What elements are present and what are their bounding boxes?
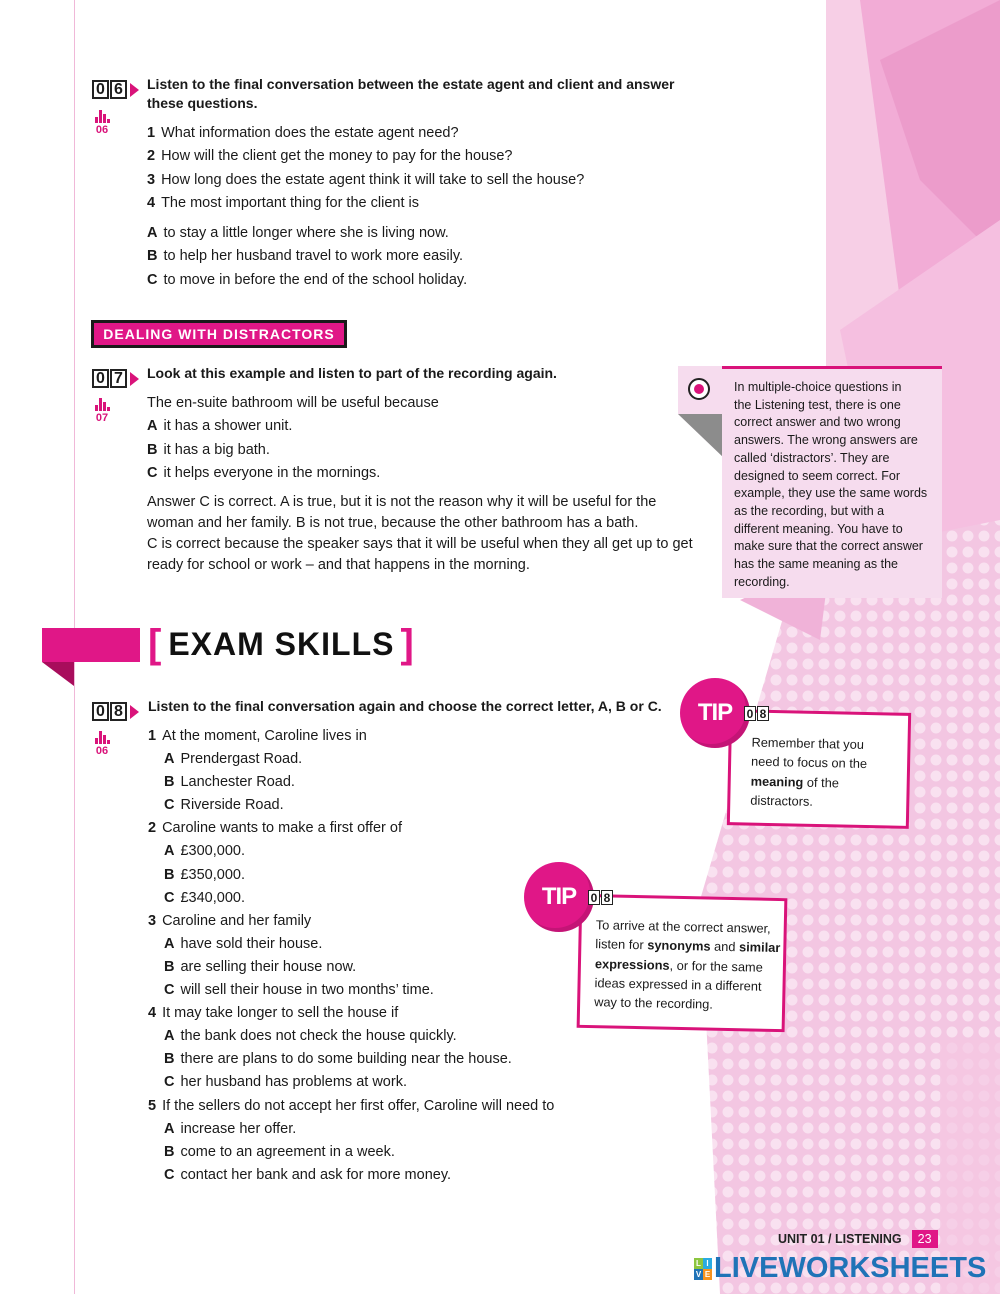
option-item: A the bank does not check the house quickly. — [164, 1028, 457, 1045]
explanation-line: woman and her family. B is not true, because the other bathroom has a bath. — [147, 515, 639, 531]
tip-badge-1: TIP — [680, 678, 750, 748]
play-arrow-icon — [130, 705, 139, 719]
option-item: C £340,000. — [164, 889, 245, 906]
distractors-heading: DEALING WITH DISTRACTORS — [91, 320, 347, 348]
option-item: C will sell their house in two months’ time. — [164, 982, 434, 999]
ex07-instruction: Look at this example and listen to part of the recording again. — [147, 365, 557, 381]
option-item: A increase her offer. — [164, 1120, 297, 1137]
exercise-digit: 0 — [92, 369, 109, 388]
question-item: 1 At the moment, Caroline lives in — [148, 728, 367, 744]
ex06-questions — [147, 123, 707, 213]
option-item: C her husband has problems at work. — [164, 1074, 407, 1091]
ex07-example — [147, 393, 687, 483]
exercise-digit: 7 — [110, 369, 127, 388]
exercise-number-06 — [92, 80, 139, 99]
page-number: 23 — [912, 1230, 938, 1248]
option-item: B to help her husband travel to work more easily. — [147, 248, 464, 265]
exercise-digit: 0 — [92, 702, 109, 721]
play-arrow-icon — [130, 372, 139, 386]
option-item: A Prendergast Road. — [164, 751, 303, 768]
question-item: 5 If the sellers do not accept her first offer, Caroline will need to — [148, 1097, 555, 1114]
option-item: B Lanchester Road. — [164, 774, 295, 791]
track-number: 06 — [95, 124, 109, 136]
footer-unit-label: UNIT 01 / LISTENING 23 — [778, 1230, 938, 1248]
tip-box-2 — [577, 894, 788, 1032]
question-item: 3 How long does the estate agent think it will take to sell the house? — [147, 171, 585, 188]
explanation-line: ready for school or work – and that happens in the morning. — [147, 557, 530, 573]
audio-track-07 — [92, 398, 112, 424]
exam-skills-fold — [42, 662, 74, 686]
option-item: A it has a shower unit. — [147, 418, 293, 435]
info-box-text: In multiple-choice questions in the Listening test, there is one correct answer and two wrong answers. The wrong answers are called ‘distractors’. They are designed to seem correct. For example, they use the same words as the recording, but with a different meaning. You have to make sure that the correct answer has the same meaning as the recording. — [734, 380, 928, 589]
question-item: 4 The most important thing for the client is — [147, 194, 419, 211]
question-item: 4 It may take longer to sell the house if — [148, 1005, 399, 1022]
play-arrow-icon — [130, 83, 139, 97]
ex06-instruction: Listen to the final conversation between the estate agent and client and answer these questions. — [147, 76, 675, 111]
audio-bars-icon — [92, 398, 112, 411]
exam-skills-bar — [42, 628, 140, 662]
target-icon — [688, 378, 710, 400]
tip-2-number: 0 8 — [588, 890, 614, 905]
option-item: B there are plans to do some building near the house. — [164, 1051, 512, 1068]
option-item: A £300,000. — [164, 843, 245, 860]
option-item: B are selling their house now. — [164, 958, 357, 975]
explanation-line: C is correct because the speaker says that it will be useful when they all get up to get — [147, 536, 693, 552]
exercise-number-07 — [92, 369, 139, 388]
tip-badge-2: TIP — [524, 862, 594, 932]
tip-1-text: Remember that you need to focus on the meaning of the distractors. — [750, 734, 868, 809]
exam-skills-heading: [ EXAM SKILLS ] — [148, 622, 415, 666]
question-item: 1 What information does the estate agent need? — [147, 125, 459, 141]
option-item: A have sold their house. — [164, 935, 323, 952]
tip-box-1 — [727, 709, 911, 829]
option-item: B £350,000. — [164, 866, 245, 883]
question-item: 2 Caroline wants to make a first offer of — [148, 820, 402, 837]
option-item: B it has a big bath. — [147, 441, 270, 458]
audio-bars-icon — [92, 731, 112, 744]
exercise-digit: 8 — [110, 702, 127, 721]
question-item: 2 How will the client get the money to pay for the house? — [147, 148, 513, 165]
track-number: 06 — [95, 745, 109, 757]
ex07-explanation — [147, 492, 707, 576]
exercise-digit: 0 — [92, 80, 109, 99]
audio-track-06 — [92, 110, 112, 136]
track-number: 07 — [95, 412, 109, 424]
ex08-instruction: Listen to the final conversation again and choose the correct letter, A, B or C. — [148, 698, 662, 714]
ex06-options — [147, 223, 707, 290]
option-item: B come to an agreement in a week. — [164, 1143, 395, 1160]
explanation-line: Answer C is correct. A is true, but it is not the reason why it will be useful for the — [147, 494, 657, 510]
liveworksheets-name: LIVEWORKSHEETS — [714, 1252, 987, 1284]
liveworksheets-watermark — [694, 1252, 986, 1285]
audio-track-08 — [92, 731, 112, 757]
question-item: 3 Caroline and her family — [148, 912, 312, 929]
option-item: C it helps everyone in the mornings. — [147, 464, 381, 481]
exercise-digit: 6 — [110, 80, 127, 99]
tip-2-text: To arrive at the correct answer, listen for synonyms and similar expressions, or for the same ideas expressed in a different way to the recording. — [594, 917, 781, 1012]
tip-1-number: 0 8 — [744, 706, 770, 721]
liveworksheets-logo-icon: L I V E — [695, 1258, 711, 1279]
exercise-number-08 — [92, 702, 139, 721]
option-item: C to move in before the end of the school holiday. — [147, 271, 468, 288]
distractors-info-box — [722, 366, 942, 598]
option-item: A to stay a little longer where she is living now. — [147, 225, 449, 241]
example-stem: The en-suite bathroom will be useful because — [147, 395, 439, 411]
audio-bars-icon — [92, 110, 112, 123]
option-item: C Riverside Road. — [164, 797, 284, 814]
option-item: C contact her bank and ask for more money. — [164, 1166, 452, 1183]
